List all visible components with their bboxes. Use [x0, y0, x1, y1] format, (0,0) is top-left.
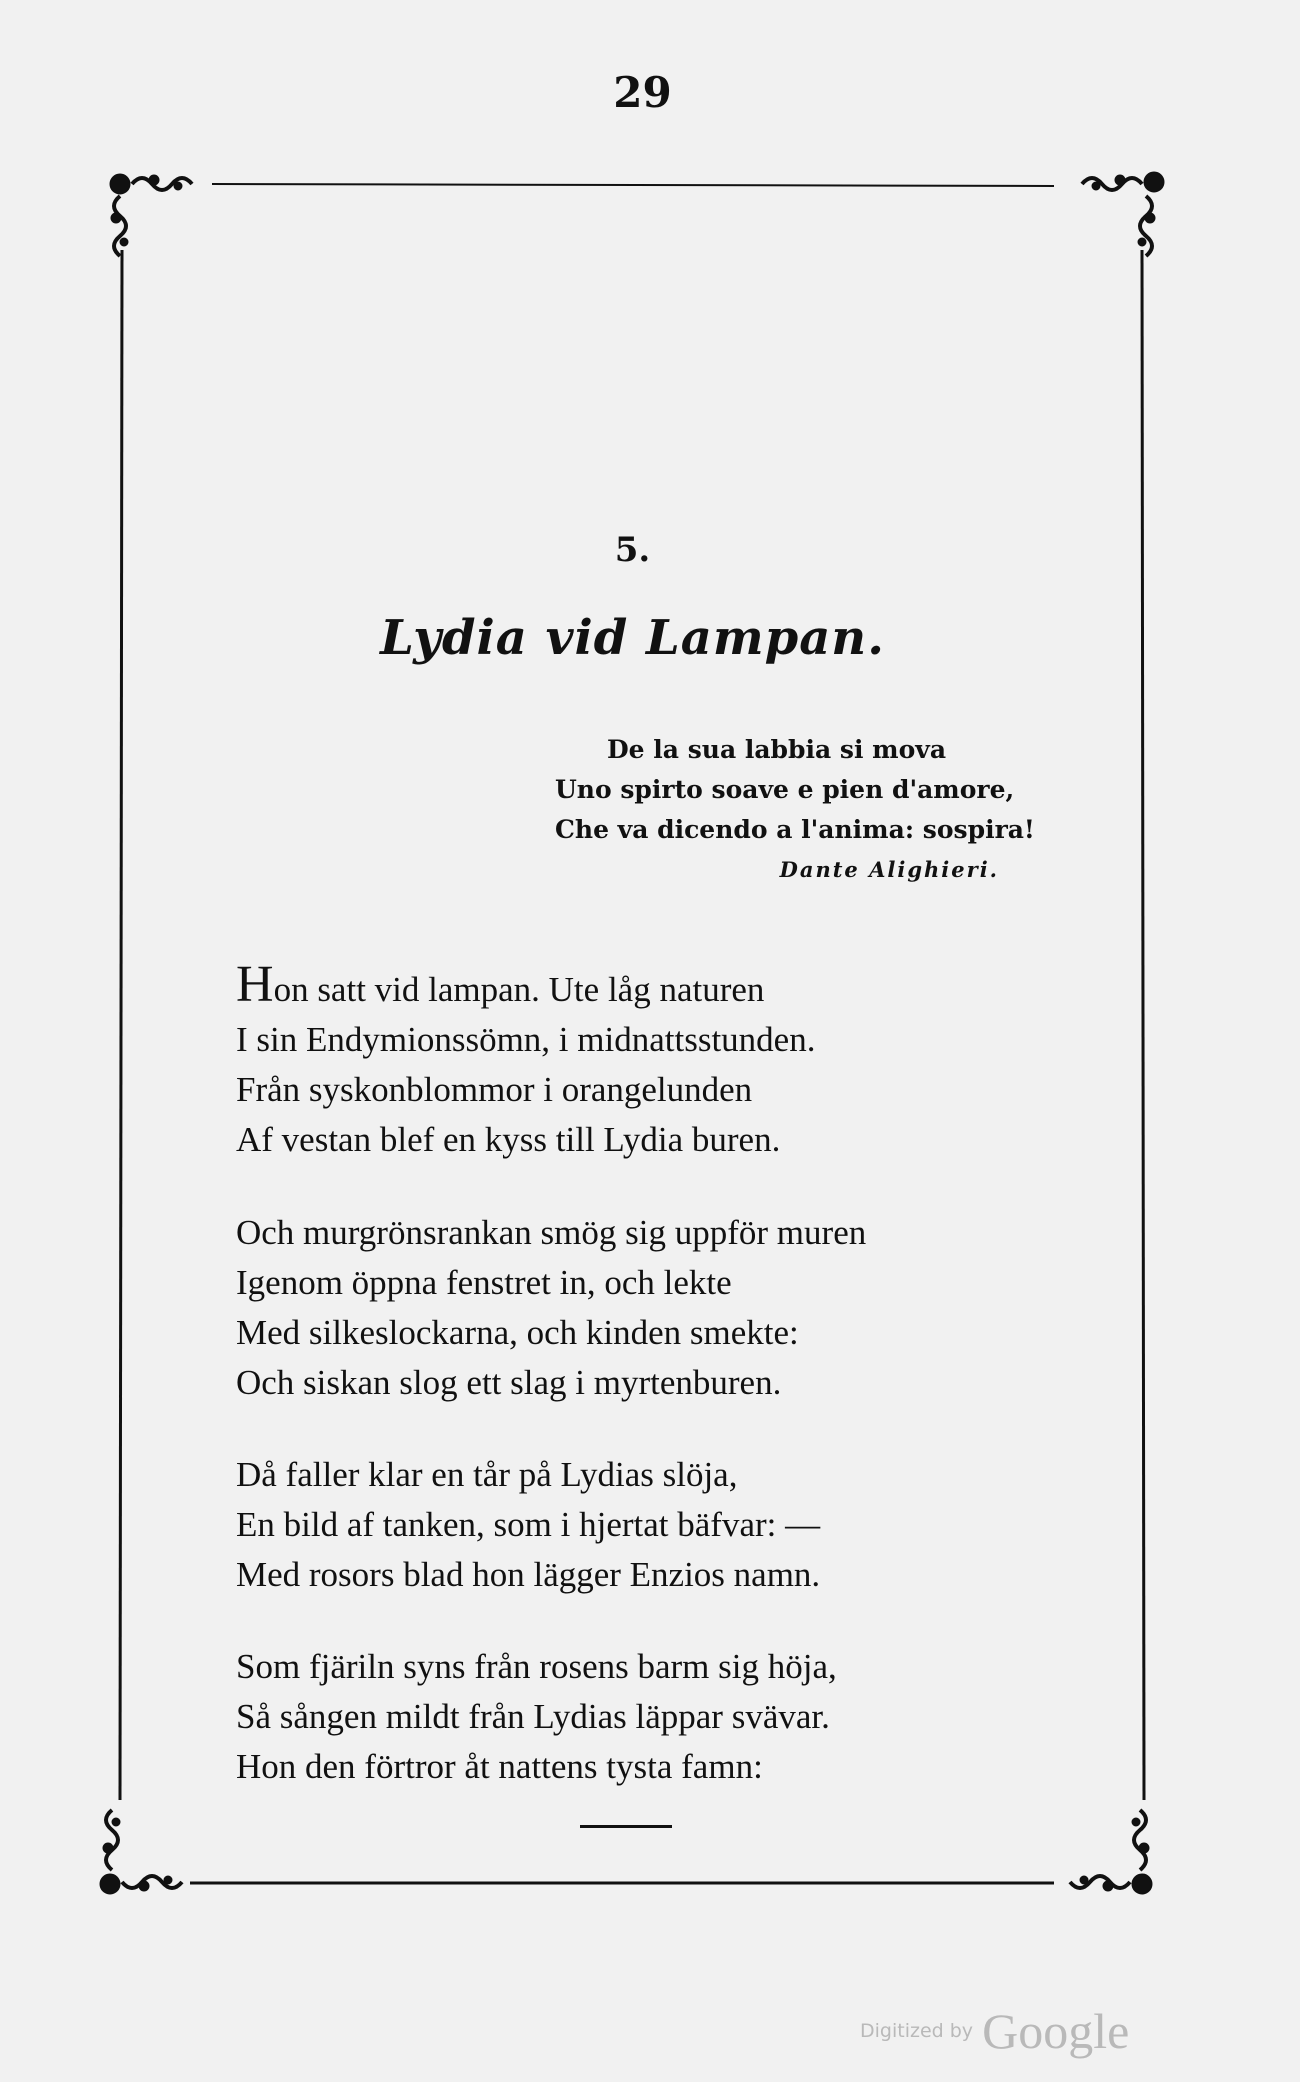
poem-line: Med silkeslockarna, och kinden smekte: [236, 1313, 799, 1352]
page-number: 29 [613, 68, 672, 117]
stanza-2 [236, 1208, 1036, 1408]
poem-line: Hon den förtror åt nattens tysta famn: [236, 1747, 763, 1786]
poem-line: Från syskonblommor i orangelunden [236, 1070, 753, 1109]
corner-ornament-top-left-icon [110, 174, 192, 256]
epigraph-line: Che va dicendo a l'anima: sospira! [555, 815, 1035, 844]
corner-ornament-bottom-right-icon [1070, 1810, 1152, 1894]
border-left-line [120, 250, 122, 1800]
poem-line: Och murgrönsrankan smög sig uppför muren [236, 1213, 867, 1252]
poem-line: En bild af tanken, som i hjertat bäfvar: — [236, 1505, 821, 1544]
corner-ornament-bottom-left-icon [100, 1810, 182, 1894]
poem-line: Så sången mildt från Lydias läppar svävar. [236, 1697, 830, 1736]
google-logo: Google [982, 2003, 1130, 2059]
poem-title: Lydia vid Lampan. [380, 610, 885, 666]
poem-line: Och siskan slog ett slag i myrtenburen. [236, 1363, 782, 1402]
digitized-watermark [860, 2002, 1129, 2060]
corner-ornament-top-right-icon [1082, 172, 1164, 256]
end-rule [580, 1825, 672, 1828]
poem-line [236, 956, 1036, 1015]
poem-line: Af vestan blef en kyss till Lydia buren. [236, 1120, 781, 1159]
epigraph-line: De la sua labbia si mova [607, 735, 947, 764]
stanza-3 [236, 1450, 1036, 1600]
epigraph-attribution: Dante Alighieri. [779, 857, 999, 882]
border-right-line [1142, 250, 1144, 1800]
poem-number: 5. [614, 530, 651, 570]
poem-line: Då faller klar en tår på Lydias slöja, [236, 1455, 738, 1494]
epigraph [555, 730, 1035, 890]
stanza-1 [236, 956, 1036, 1165]
poem-line: Igenom öppna fenstret in, och lekte [236, 1263, 732, 1302]
poem-line: Med rosors blad hon lägger Enzios namn. [236, 1555, 821, 1594]
border-top-line [212, 184, 1054, 186]
poem-line: I sin Endymionssömn, i midnattsstunden. [236, 1020, 816, 1059]
poem-line-text: on satt vid lampan. Ute låg naturen [273, 970, 765, 1009]
drop-cap: H [236, 956, 274, 1013]
poem-line: Som fjäriln syns från rosens barm sig höja, [236, 1647, 837, 1686]
watermark-prefix: Digitized by [860, 2020, 974, 2042]
epigraph-line: Uno spirto soave e pien d'amore, [555, 775, 1015, 804]
stanza-4 [236, 1642, 1036, 1792]
